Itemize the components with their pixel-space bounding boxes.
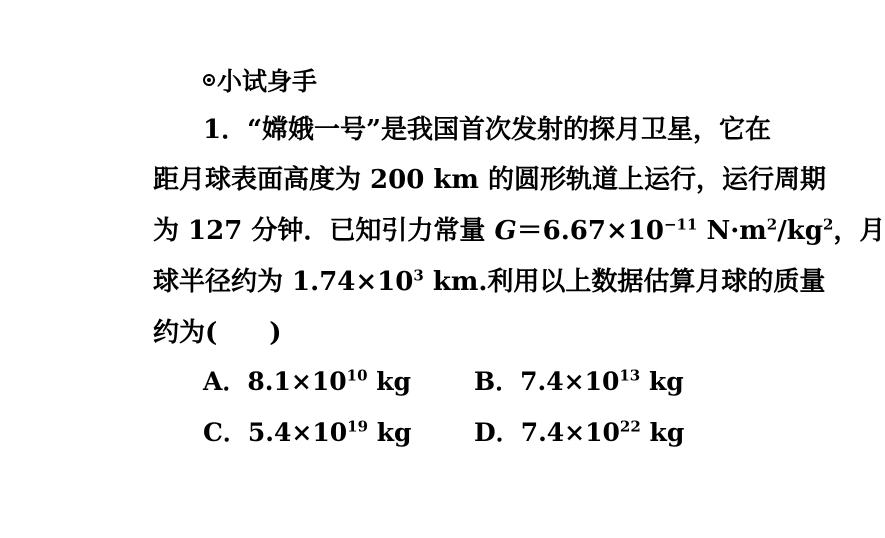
question-text-2: 距月球表面高度为 200 km 的圆形轨道上运行，运行周期 [153,165,826,195]
question-line-4 [153,262,825,302]
exponent-radius: 3 [413,266,424,285]
question-line-5 [153,313,282,353]
exponent-g: −11 [663,215,698,234]
question-text-3a: 为 127 分钟．已知引力常量 [153,216,495,246]
question-text-4b: km.利用以上数据估算月球的质量 [423,267,826,297]
question-text-3c: N·m [697,216,767,246]
option-value: 7.4×10 [520,367,620,396]
section-title: 小试身手 [217,67,318,96]
question-line-2 [153,160,826,200]
question-text-1: ．“嫦娥一号”是我国首次发射的探月卫星，它在 [221,115,772,145]
question-text-3e: ，月 [833,216,885,246]
question-text-4a: 球半径约为 1.74×10 [153,267,414,297]
option-value: 7.4×10 [520,418,620,447]
question-line-3 [153,211,885,251]
option-value: 5.4×10 [247,418,348,447]
target-bullet-icon [203,74,215,86]
question-text-3b: ＝6.67×10 [516,216,664,246]
section-header [203,60,317,100]
option-letter: B． [474,367,521,396]
question-line-1 [203,110,771,150]
option-exponent: 13 [619,366,641,385]
option-letter: A． [203,367,248,396]
question-number: 1 [203,115,222,145]
option-exponent: 22 [619,417,641,436]
option-unit: kg [368,418,412,447]
option-unit: kg [367,367,412,396]
option-unit: kg [640,367,684,396]
option-b[interactable] [474,362,684,402]
exponent-m: 2 [766,215,778,234]
option-unit: kg [640,418,685,447]
option-c[interactable] [203,413,412,453]
option-a[interactable] [203,362,411,402]
option-letter: C． [203,418,248,447]
gravitational-constant-symbol: G [494,216,517,246]
exponent-kg: 2 [822,215,834,234]
option-letter: D． [474,418,521,447]
option-value: 8.1×10 [247,367,347,396]
question-text-5: 约为( ) [153,318,282,348]
option-d[interactable] [474,413,684,453]
option-exponent: 19 [347,417,369,436]
question-text-3d: /kg [777,216,823,246]
option-exponent: 10 [346,366,368,385]
